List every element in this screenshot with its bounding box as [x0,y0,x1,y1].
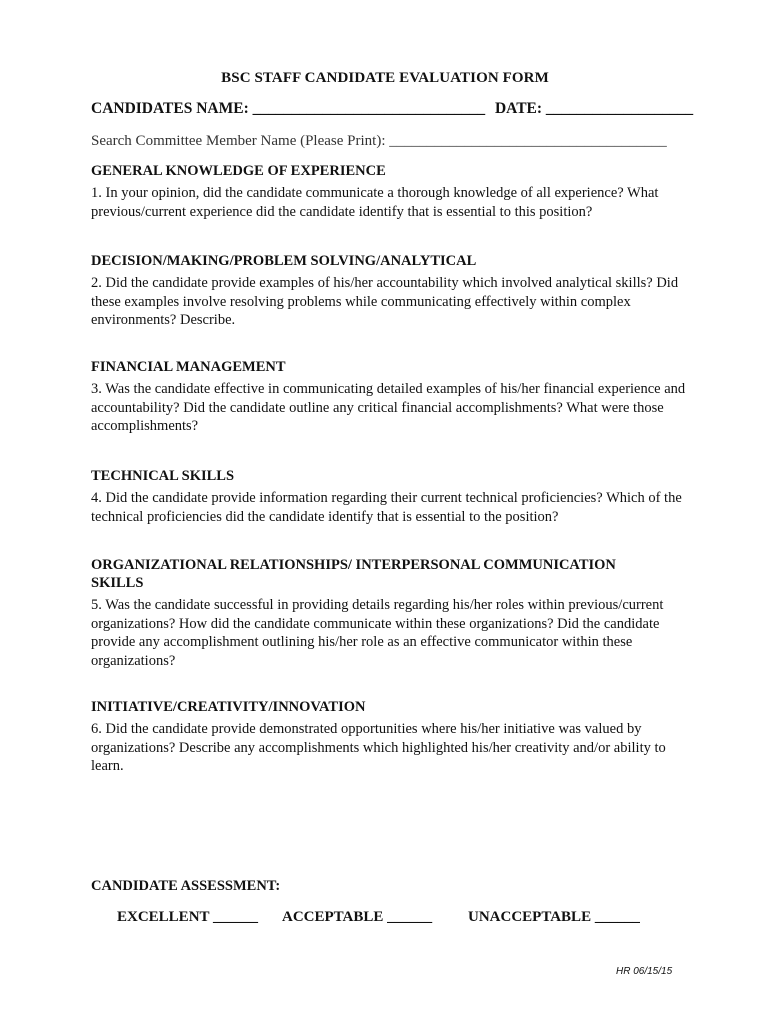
section-heading: DECISION/MAKING/PROBLEM SOLVING/ANALYTICAL [91,253,477,269]
section-organizational-relationships [91,556,664,670]
section-heading: GENERAL KNOWLEDGE OF EXPERIENCE [91,163,386,179]
form-revision-code: HR 06/15/15 [616,966,673,977]
section-financial-management [91,358,691,436]
candidate-date-row [91,100,693,118]
form-title: BSC STAFF CANDIDATE EVALUATION FORM [221,70,549,86]
section-heading: FINANCIAL MANAGEMENT [91,359,286,375]
rating-acceptable-field[interactable]: ACCEPTABLE ______ [282,909,433,925]
section-heading: INITIATIVE/CREATIVITY/INNOVATION [91,699,366,715]
candidate-name-field[interactable]: CANDIDATES NAME: ______________________________ [91,100,486,117]
section-question: 3. Was the candidate effective in communicating detailed examples of his/her financial experience and accountability? Did the candidate outline any critical financial accomplishments? What were those accomplishments? [91,381,686,434]
section-question: 2. Did the candidate provide examples of his/her accountability which involved analytical skills? Did these examples involve resolving problems while communicating effectively within complex environments? Describe. [91,275,679,328]
section-decision-making [91,252,691,330]
date-field[interactable]: DATE: ___________________ [494,100,694,117]
section-question: 4. Did the candidate provide information regarding their current technical proficiencies? Which of the technical proficiencies did the candidate identify that is essential to the position? [91,490,682,525]
section-heading: ORGANIZATIONAL RELATIONSHIPS/ INTERPERSONAL COMMUNICATION SKILLS [91,557,616,591]
section-question: 5. Was the candidate successful in providing details regarding his/her roles within previous/current organizations? How did the candidate communicate within these organizations? Did the candidate provide any accomplishment outlining his/her role as an effective communicator within these organizations? [91,597,664,669]
section-initiative-creativity [91,698,691,776]
section-question: 1. In your opinion, did the candidate communicate a thorough knowledge of all experience? What previous/current experience did the candidate identify that is essential to this position? [91,185,659,220]
section-technical-skills [91,467,691,526]
section-heading: TECHNICAL SKILLS [91,468,235,484]
assessment-heading: CANDIDATE ASSESSMENT: [91,878,281,894]
rating-unacceptable-field[interactable]: UNACCEPTABLE ______ [468,909,640,925]
section-general-knowledge [91,162,691,221]
rating-excellent-field[interactable]: EXCELLENT ______ [117,909,259,925]
section-question: 6. Did the candidate provide demonstrated opportunities where his/her initiative was valued by organizations? Describe any accomplishments which highlighted his/her creativity and/or ability to learn. [91,721,666,774]
committee-member-field[interactable]: Search Committee Member Name (Please Print): _____________________________________ [91,133,667,149]
